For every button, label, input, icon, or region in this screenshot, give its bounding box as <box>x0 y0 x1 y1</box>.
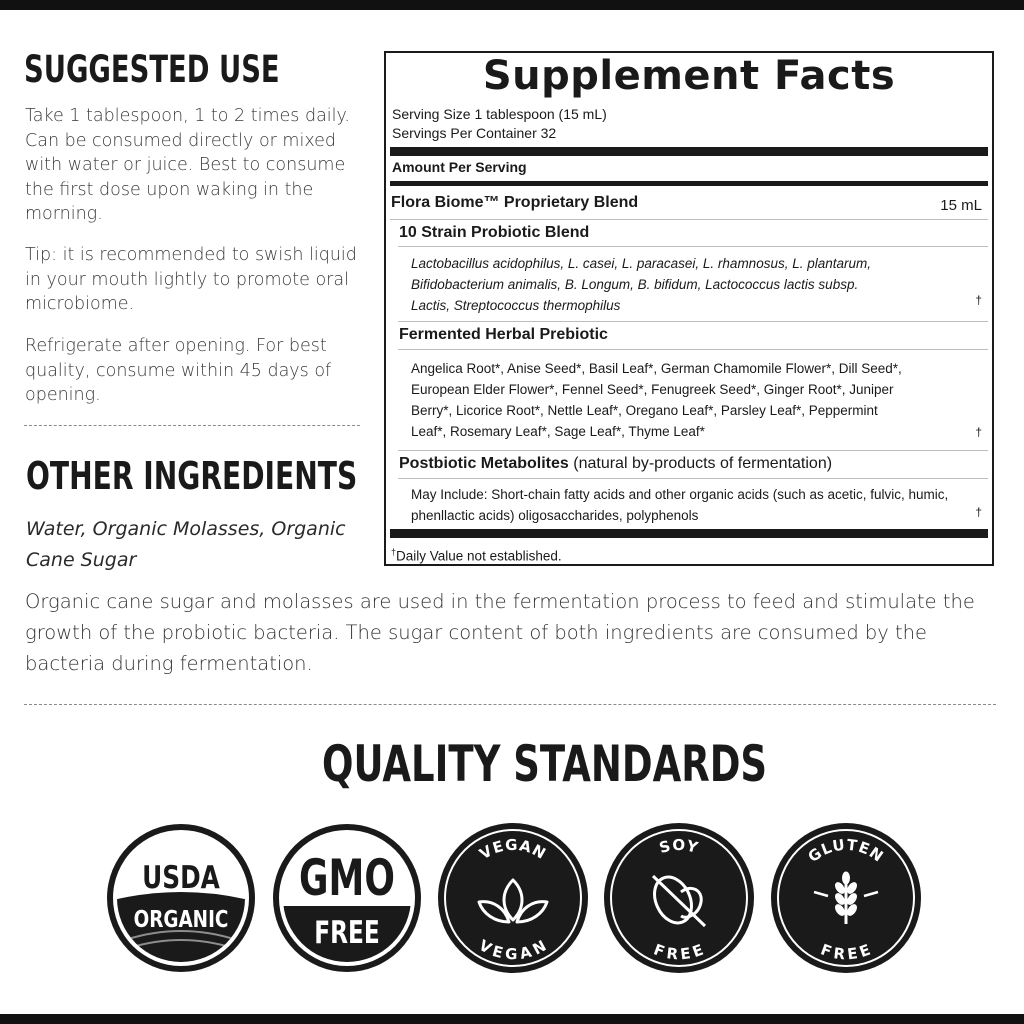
prebiotic-heading: Fermented Herbal Prebiotic <box>399 326 608 343</box>
prebiotic-herbs: Angelica Root*, Anise Seed*, Basil Leaf*, German Chamomile Flower*, Dill Seed*, European Elder Flower*, Fennel Seed*, Fenugreek Seed*, Ginger Root*, Juniper Berry*, Licorice Root*, Nettle Leaf*, Oregano Leaf*, Parsley Leaf*, Peppermint Leaf*, Rosemary Leaf*, Sage Leaf*, Thyme Leaf* <box>411 361 902 439</box>
divider <box>24 425 360 426</box>
row-rule <box>398 450 988 451</box>
dagger-mark: † <box>975 293 982 307</box>
vegan-leaf-icon <box>437 822 589 974</box>
gluten-free-icon <box>770 822 922 974</box>
row-rule <box>398 349 988 350</box>
badge-bottom: FREE <box>314 915 380 951</box>
postbiotic-row <box>399 455 832 473</box>
badge-top: GMO <box>299 850 395 908</box>
badge-bottom: ORGANIC <box>133 906 229 933</box>
probiotic-heading: 10 Strain Probiotic Blend <box>399 224 590 241</box>
svg-text:SOY <box>657 836 700 857</box>
footnote <box>391 543 562 566</box>
divider <box>24 704 996 705</box>
suggested-use-heading: SUGGESTED USE <box>24 48 280 91</box>
top-border <box>0 0 1024 10</box>
suggested-use-instructions: Take 1 tablespoon, 1 to 2 times daily. Can be consumed directly or mixed with water or juice. Best to consume the first dose upon waking in the morning. <box>25 106 350 224</box>
amount-per-serving: Amount Per Serving <box>392 159 527 175</box>
quality-standards-heading: QUALITY STANDARDS <box>322 735 768 793</box>
sugar-note: Organic cane sugar and molasses are used in the fermentation process to feed and stimulate the growth of the probiotic bacteria. The sugar content of both ingredients are consumed by the bacteria during fermentation. <box>25 590 975 675</box>
row-rule <box>398 478 988 479</box>
thick-rule <box>390 147 988 156</box>
badge-bottom: FREE <box>818 940 874 964</box>
footnote-dagger: † <box>391 547 397 557</box>
suggested-use-tip: Tip: it is recommended to swish liquid in your mouth lightly to promote oral microbiome. <box>25 245 357 314</box>
postbiotic-text: May Include: Short-chain fatty acids and other organic acids (such as acetic, fulvic, humic, phenllactic acids) oligosaccharides, polyphenols <box>411 487 949 523</box>
badge-top: GLUTEN <box>804 835 888 866</box>
blend-amount: 15 mL <box>940 197 982 214</box>
row-rule <box>398 246 988 247</box>
bottom-border <box>0 1014 1024 1024</box>
badge-top: VEGAN <box>476 835 550 864</box>
serving-size: Serving Size 1 tablespoon (15 mL) <box>392 106 607 122</box>
badge-top: SOY <box>657 835 701 858</box>
usda-organic-icon <box>105 822 257 974</box>
thick-rule <box>390 181 988 186</box>
supplement-facts-title: Supplement Facts <box>482 53 896 99</box>
row-rule <box>390 219 988 220</box>
badge-top: USDA <box>142 859 220 896</box>
supplement-facts-panel <box>384 51 994 566</box>
gmo-free-icon <box>271 822 423 974</box>
other-ingredients-list: Water, Organic Molasses, Organic Cane Sugar <box>26 518 346 571</box>
soy-free-icon <box>603 822 755 974</box>
dagger-mark: † <box>975 425 982 439</box>
postbiotic-subheading: (natural by-products of fermentation) <box>573 455 833 472</box>
probiotic-strains: Lactobacillus acidophilus, L. casei, L. paracasei, L. rhamnosus, L. plantarum, Bifidobacterium animalis, B. Longum, B. bifidum, Lactococcus lactis subsp. Lactis, Streptococcus thermophilus <box>411 256 872 313</box>
blend-name: Flora Biome™ Proprietary Blend <box>391 194 639 211</box>
badge-bottom: VEGAN <box>475 936 551 964</box>
thick-rule <box>390 529 988 538</box>
dagger-mark: † <box>975 505 982 519</box>
postbiotic-heading: Postbiotic Metabolites <box>399 455 569 472</box>
badge-bottom: FREE <box>651 940 707 964</box>
row-rule <box>398 321 988 322</box>
suggested-use-storage: Refrigerate after opening. For best quality, consume within 45 days of opening. <box>25 336 332 405</box>
servings-per-container: Servings Per Container 32 <box>392 125 557 141</box>
other-ingredients-heading: OTHER INGREDIENTS <box>26 454 358 498</box>
footnote-text: Daily Value not established. <box>396 548 562 564</box>
